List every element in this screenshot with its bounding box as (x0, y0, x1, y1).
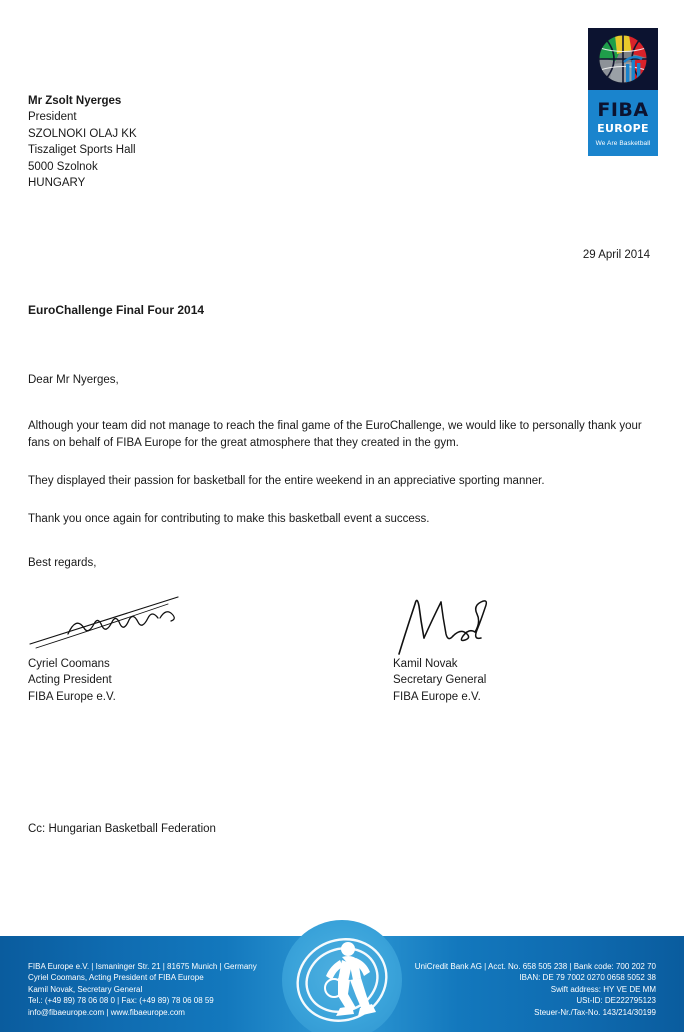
letter-paragraph-3: Thank you once again for contributing to make this basketball event a success. (28, 513, 430, 525)
signature-details-novak (393, 656, 623, 705)
letter-date: 29 April 2014 (582, 249, 650, 261)
letter-subject: EuroChallenge Final Four 2014 (28, 303, 205, 317)
footer-left-line: Kamil Novak, Secretary General (28, 984, 143, 994)
recipient-address (28, 93, 137, 191)
logo-region-text: EUROPE (597, 121, 649, 135)
recipient-org: SZOLNOKI OLAJ KK (28, 127, 137, 140)
footer-right-line: Swift address: HY VE DE MM (550, 984, 656, 994)
signature-area (28, 588, 658, 708)
recipient-city: 5000 Szolnok (28, 160, 98, 173)
footer-left-line: Cyriel Coomans, Acting President of FIBA Europe (28, 973, 204, 983)
letter-paragraph-2: They displayed their passion for basketball for the entire weekend in an appreciative sporting manner. (28, 475, 545, 487)
signature-block-coomans (28, 588, 258, 705)
fiba-ball-logo-box (588, 28, 658, 90)
footer-company-details (28, 961, 257, 1018)
signature-block-novak (393, 588, 623, 705)
handwritten-signature-novak (393, 588, 623, 656)
footer-left-line: info@fibaeurope.com | www.fibaeurope.com (28, 1007, 185, 1017)
letter-salutation: Dear Mr Nyerges, (28, 374, 119, 386)
cc-line: Cc: Hungarian Basketball Federation (28, 823, 216, 835)
signatory-org: FIBA Europe e.V. (28, 690, 116, 703)
signatory-title: Secretary General (393, 674, 487, 687)
signatory-name: Cyriel Coomans (28, 658, 110, 670)
footer-bank-details (415, 961, 656, 1018)
fiba-basketball-icon (588, 28, 658, 90)
fiba-europe-logo (588, 28, 658, 156)
recipient-street: Tiszaliget Sports Hall (28, 144, 136, 157)
footer-right-line: UniCredit Bank AG | Acct. No. 658 505 238 | Bank code: 700 202 70 (414, 961, 656, 971)
letter-paragraph-1: Although your team did not manage to reach the final game of the EuroChallenge, we would like to personally thank your fans on behalf of FIBA Europe for the great atmosphere that they created in the gym. (28, 420, 642, 449)
letter-body (28, 372, 658, 572)
recipient-title: President (28, 111, 77, 124)
footer-left-line: FIBA Europe e.V. | Ismaninger Str. 21 | 81675 Munich | Germany (28, 961, 257, 971)
recipient-country: HUNGARY (28, 177, 86, 190)
footer-left-line: Tel.: (+49 89) 78 06 08 0 | Fax: (+49 89) 78 06 08 59 (28, 996, 214, 1006)
page-footer (0, 928, 684, 1032)
signatory-name: Kamil Novak (393, 658, 458, 670)
handwritten-signature-coomans (28, 588, 258, 656)
signature-details-coomans (28, 656, 258, 705)
logo-tagline-text: We Are Basketball (595, 139, 651, 147)
footer-right-line: USt-ID: DE222795123 (576, 996, 656, 1006)
letter-closing: Best regards, (28, 557, 97, 569)
signatory-org: FIBA Europe e.V. (393, 690, 481, 703)
logo-brand-text: FIBA (597, 98, 649, 121)
recipient-name: Mr Zsolt Nyerges (28, 95, 122, 107)
footer-emblem (282, 920, 402, 1032)
fiba-europe-wordmark-box (588, 90, 658, 156)
footer-right-line: IBAN: DE 79 7002 0270 0658 5052 38 (519, 973, 656, 983)
footer-right-line: Steuer-Nr./Tax-No. 143/214/30199 (534, 1007, 656, 1017)
signatory-title: Acting President (28, 674, 112, 687)
